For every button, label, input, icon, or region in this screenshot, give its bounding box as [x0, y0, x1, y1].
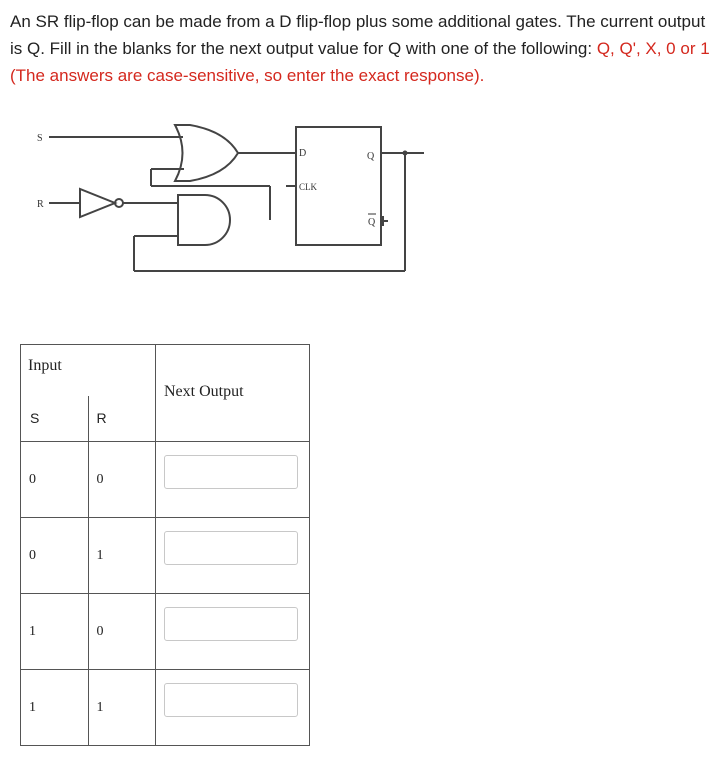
question-options: Q, Q', X, 0 or 1 (The answers are case-sensitive, so enter the exact response).: [10, 39, 710, 85]
cell-s: 0: [21, 518, 89, 594]
cell-answer: [156, 442, 310, 518]
sr-flipflop-circuit-diagram: [0, 115, 721, 295]
not-gate: [80, 189, 115, 217]
junction-dot: [403, 151, 408, 156]
truth-table: [20, 344, 310, 746]
label-s: S: [37, 133, 43, 144]
or-gate: [175, 125, 238, 181]
label-r: R: [37, 199, 44, 210]
answer-input[interactable]: [164, 607, 298, 641]
cell-r: 0: [88, 594, 156, 670]
cell-s: 1: [21, 670, 89, 746]
cell-answer: [156, 518, 310, 594]
header-input: Input: [21, 345, 156, 397]
cell-r: 1: [88, 518, 156, 594]
label-clk: CLK: [299, 182, 317, 192]
cell-s: 1: [21, 594, 89, 670]
header-r: R: [88, 396, 156, 442]
table-row: [21, 594, 310, 670]
cell-answer: [156, 670, 310, 746]
cell-s: 0: [21, 442, 89, 518]
label-q-bar: Q: [368, 217, 376, 228]
label-q: Q: [367, 151, 375, 162]
and-gate: [178, 195, 230, 245]
header-s: S: [21, 396, 89, 442]
cell-r: 1: [88, 670, 156, 746]
header-next-output: Next Output: [156, 345, 310, 442]
table-row: [21, 442, 310, 518]
cell-answer: [156, 594, 310, 670]
table-row: [21, 670, 310, 746]
question-intro: An SR flip-flop can be made from a D flip-flop plus some additional gates. The current output is Q. Fill in the blanks for the next output value for Q with one of the following:: [10, 12, 706, 58]
answer-input[interactable]: [164, 531, 298, 565]
question-text: [10, 8, 715, 89]
label-d: D: [299, 148, 307, 159]
answer-input[interactable]: [164, 455, 298, 489]
table-row: [21, 518, 310, 594]
answer-input[interactable]: [164, 683, 298, 717]
cell-r: 0: [88, 442, 156, 518]
